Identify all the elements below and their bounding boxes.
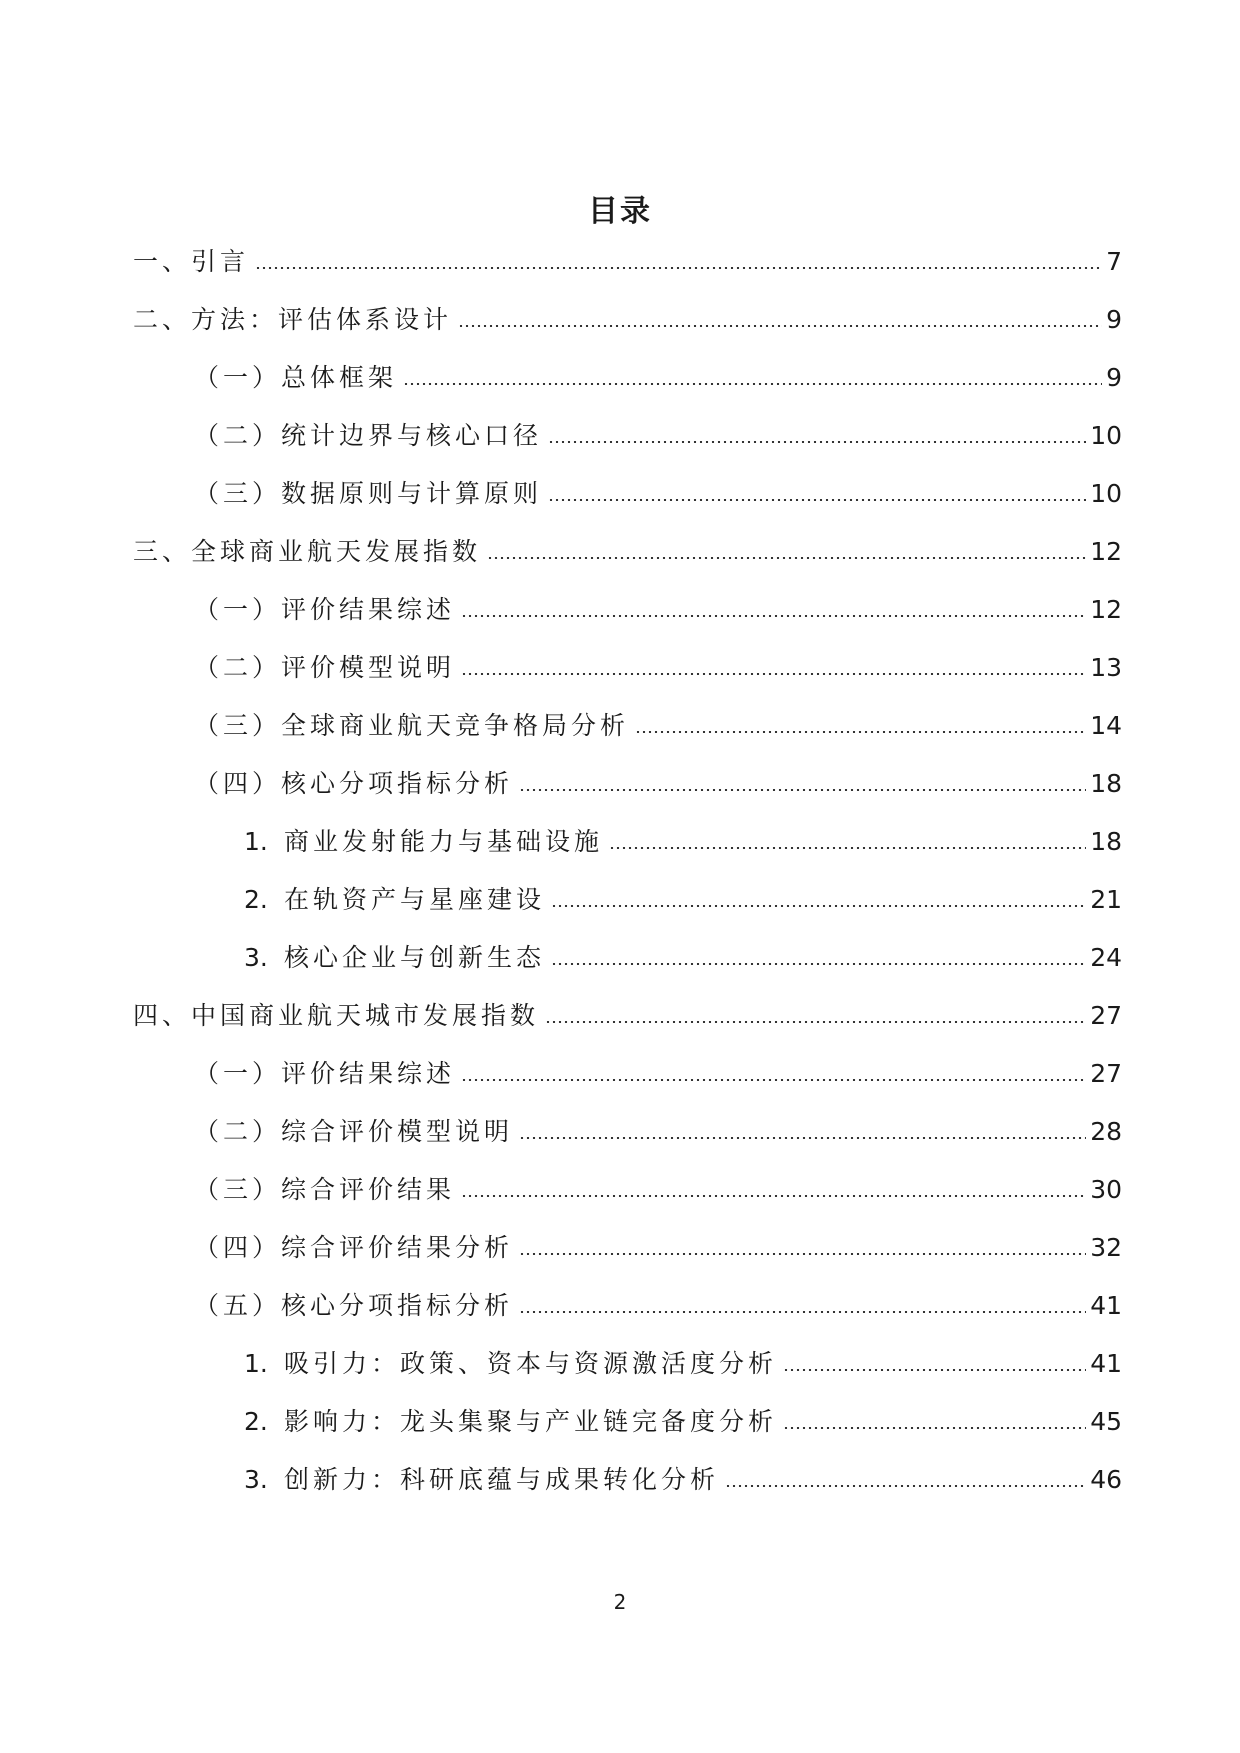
toc-entry-page: 18 — [1090, 827, 1122, 856]
toc-entry-number: 2. — [244, 1407, 268, 1436]
toc-entry[interactable] — [194, 1282, 1122, 1322]
toc-entry[interactable] — [194, 470, 1122, 510]
toc-entry-number: 3. — [244, 943, 268, 972]
toc-entry-title: （一）总体框架 — [194, 363, 398, 392]
dot-leader — [635, 731, 1086, 733]
toc-entry-page: 9 — [1106, 305, 1122, 334]
toc-entry-page: 10 — [1090, 421, 1122, 450]
page-number: 2 — [613, 1590, 627, 1614]
toc-entry-page: 10 — [1090, 479, 1122, 508]
toc-entry-title — [244, 1348, 777, 1380]
toc-entry-page: 27 — [1090, 1059, 1122, 1088]
dot-leader — [519, 1137, 1086, 1139]
dot-leader — [255, 267, 1102, 269]
toc-entry-title — [244, 884, 545, 916]
dot-leader — [545, 1021, 1086, 1023]
toc-entry[interactable] — [244, 1456, 1122, 1496]
toc-entry[interactable] — [194, 1224, 1122, 1264]
toc-entry-page: 12 — [1090, 595, 1122, 624]
toc-entry-title: （三）全球商业航天竞争格局分析 — [194, 711, 630, 740]
dot-leader — [461, 673, 1086, 675]
toc-entry[interactable] — [194, 412, 1122, 452]
toc-entry-title: （一）评价结果综述 — [194, 595, 456, 624]
toc-entry-number: 1. — [244, 1349, 268, 1378]
toc-entry-page: 7 — [1106, 247, 1122, 276]
toc-entry-title: 二、方法：评估体系设计 — [133, 305, 453, 334]
toc-entry-title: 一、引言 — [133, 247, 250, 276]
toc-entry-page: 32 — [1090, 1233, 1122, 1262]
toc-entry[interactable] — [244, 1398, 1122, 1438]
toc-entry[interactable] — [133, 992, 1122, 1032]
toc-entry-title — [244, 1464, 719, 1496]
toc-entry[interactable] — [244, 934, 1122, 974]
dot-leader — [461, 1079, 1086, 1081]
toc-entry-page: 41 — [1090, 1349, 1122, 1378]
dot-leader — [551, 905, 1086, 907]
dot-leader — [403, 383, 1102, 385]
dot-leader — [551, 963, 1086, 965]
toc-entry-page: 18 — [1090, 769, 1122, 798]
toc-entry-title — [244, 826, 603, 858]
toc-entry[interactable] — [194, 354, 1122, 394]
toc-entry-title: （二）评价模型说明 — [194, 653, 456, 682]
toc-entry-page: 46 — [1090, 1465, 1122, 1494]
dot-leader — [519, 789, 1086, 791]
toc-entry-title — [244, 942, 545, 974]
toc-entry-page: 27 — [1090, 1001, 1122, 1030]
toc-entry-page: 12 — [1090, 537, 1122, 566]
toc-entry[interactable] — [194, 1050, 1122, 1090]
toc-entry-page: 9 — [1106, 363, 1122, 392]
toc-entry[interactable] — [133, 296, 1122, 336]
page-title: 目录 — [588, 194, 652, 230]
toc-entry-page: 28 — [1090, 1117, 1122, 1146]
toc-entry[interactable] — [194, 644, 1122, 684]
dot-leader — [548, 441, 1086, 443]
dot-leader — [519, 1311, 1086, 1313]
toc-entry-number: 2. — [244, 885, 268, 914]
toc-entry[interactable] — [244, 1340, 1122, 1380]
toc-entry-label: 创新力：科研底蕴与成果转化分析 — [284, 1465, 720, 1494]
toc-entry-title: （五）核心分项指标分析 — [194, 1291, 514, 1320]
dot-leader — [783, 1427, 1086, 1429]
toc-entry-page: 24 — [1090, 943, 1122, 972]
toc-entry-title: （二）综合评价模型说明 — [194, 1117, 514, 1146]
toc-entry-page: 41 — [1090, 1291, 1122, 1320]
toc-entry[interactable] — [194, 702, 1122, 742]
dot-leader — [783, 1369, 1086, 1371]
dot-leader — [461, 615, 1086, 617]
toc-entry[interactable] — [133, 238, 1122, 278]
toc-entry-number: 1. — [244, 827, 268, 856]
toc-entry-title: （二）统计边界与核心口径 — [194, 421, 543, 450]
toc-entry-title: （三）数据原则与计算原则 — [194, 479, 543, 508]
toc-entry[interactable] — [244, 818, 1122, 858]
dot-leader — [725, 1485, 1086, 1487]
toc-entry-label: 商业发射能力与基础设施 — [284, 827, 604, 856]
toc-entry-title: （一）评价结果综述 — [194, 1059, 456, 1088]
toc-entry-label: 吸引力：政策、资本与资源激活度分析 — [284, 1349, 778, 1378]
toc-entry-label: 核心企业与创新生态 — [284, 943, 546, 972]
toc-entry-page: 21 — [1090, 885, 1122, 914]
dot-leader — [519, 1253, 1086, 1255]
toc-entry[interactable] — [194, 760, 1122, 800]
dot-leader — [458, 325, 1102, 327]
toc-entry-title: （四）核心分项指标分析 — [194, 769, 514, 798]
toc-entry-label: 在轨资产与星座建设 — [284, 885, 546, 914]
toc-entry-title: （四）综合评价结果分析 — [194, 1233, 514, 1262]
toc-entry-title: 三、全球商业航天发展指数 — [133, 537, 482, 566]
toc-entry-title: 四、中国商业航天城市发展指数 — [133, 1001, 540, 1030]
toc-entry-label: 影响力：龙头集聚与产业链完备度分析 — [284, 1407, 778, 1436]
dot-leader — [548, 499, 1086, 501]
dot-leader — [461, 1195, 1086, 1197]
toc-entry[interactable] — [194, 586, 1122, 626]
toc-entry-page: 13 — [1090, 653, 1122, 682]
toc-entry[interactable] — [194, 1166, 1122, 1206]
toc-entry-title — [244, 1406, 777, 1438]
dot-leader — [609, 847, 1086, 849]
toc-entry[interactable] — [194, 1108, 1122, 1148]
toc-entry-page: 14 — [1090, 711, 1122, 740]
toc-entry[interactable] — [244, 876, 1122, 916]
toc-entry-title: （三）综合评价结果 — [194, 1175, 456, 1204]
toc-entry-page: 45 — [1090, 1407, 1122, 1436]
toc-entry[interactable] — [133, 528, 1122, 568]
toc-entry-page: 30 — [1090, 1175, 1122, 1204]
dot-leader — [487, 557, 1086, 559]
toc-entry-number: 3. — [244, 1465, 268, 1494]
